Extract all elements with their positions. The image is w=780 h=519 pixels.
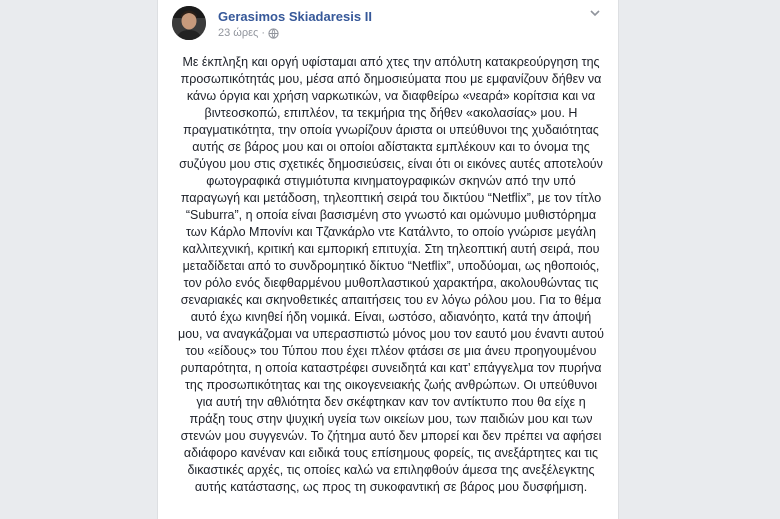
globe-icon[interactable] [268,28,279,39]
post-card [158,0,618,519]
post-body-text: Με έκπληξη και οργή υφίσταμαι από χτες την απόλυτη κατακρεούργηση της προσωπικότητάς μου, μέσα από δημοσιεύματα που με εμφανίζουν δήθεν να κάνω όργια και χρήση ναρκωτικών, να διαφθείρω «νεαρά» κορίτσια και να βιντεοσκοπώ, επιπλέον, τα τεκμήρια της δήθεν «ακολασίας» μου. Η πραγματικότητα, την οποία γνωρίζουν άριστα οι υπεύθυνοι της χυδαιότητας αυτής σε βάρος μου και οι οποίοι αδίστακτα εμπλέκουν και το όνομα της συζύγου μου στις σχετικές δημοσιεύσεις, είναι ότι οι εικόνες αυτές αποτελούν φωτογραφικά στιγμιότυπα κινηματογραφικών σκηνών από την υπό παραγωγή και μετάδοση, τηλεοπτική σειρά του δικτύου “Netflix”, με τον τίτλο “Suburra”, η οποία είναι βασισμένη στο γνωστό και ομώνυμο μυθιστόρημα των Κάρλο Μπονίνι και Τζανκάρλο ντε Κατάλντο, το οποίο γνώρισε μεγάλη καλλιτεχνική, κριτική και εμπορική επιτυχία. Στη τηλεοπτική αυτή σειρά, που μεταδίδεται από το συνδρομητικό δίκτυο “Netflix”, υποδύομαι, ως ηθοποιός, τον ρόλο ενός διεφθαρμένου μυθοπλαστικού χαρακτήρα, ακολουθώντας τις σεναριακές και σκηνοθετικές απαιτήσεις του εν λόγω ρόλου μου. Για το θέμα αυτό έχω κινηθεί ήδη νομικά. Είναι, ωστόσο, αδιανόητο, κατά την άποψή μου, να αναγκάζομαι να υπερασπιστώ μόνος μου τον εαυτό μου έναντι αυτού του «είδους» του Τύπου που έχει πλέον φτάσει σε μια άνευ προηγουμένου ρυπαρότητα, η οποία καταστρέφει συνειδητά και κατ’ επάγγελμα τον πυρήνα της προσωπικότητας και της οικογενειακής ζωής ανθρώπων. Οι υπεύθυνοι για αυτή την αθλιότητα δεν σκέφτηκαν καν τον αντίκτυπο που θα είχε η πράξη τους στην ψυχική υγεία των οικείων μου, των παιδιών μου και των στενών μου συγγενών. Το ζήτημα αυτό δεν μπορεί και δεν πρέπει να αφήσει αδιάφορο κανέναν και ειδικά τους επίσημους φορείς, τις ανεξάρτητες και τις δικαστικές αρχές, τις οποίες καλώ να επιληφθούν άμεσα της ανεξέλεγκτης αυτής κατάστασης, ως προς τη συκοφαντική σε βάρος μου δυσφήμιση. [178,55,604,494]
post-timestamp[interactable]: 23 ώρες [218,27,259,39]
avatar[interactable] [172,6,206,40]
post-header [172,6,608,42]
author-name-link[interactable]: Gerasimos Skiadaresis II [218,9,372,24]
post-meta [218,27,279,39]
meta-separator: · [261,27,266,39]
chevron-down-icon[interactable] [588,6,602,20]
avatar-image [172,6,206,40]
